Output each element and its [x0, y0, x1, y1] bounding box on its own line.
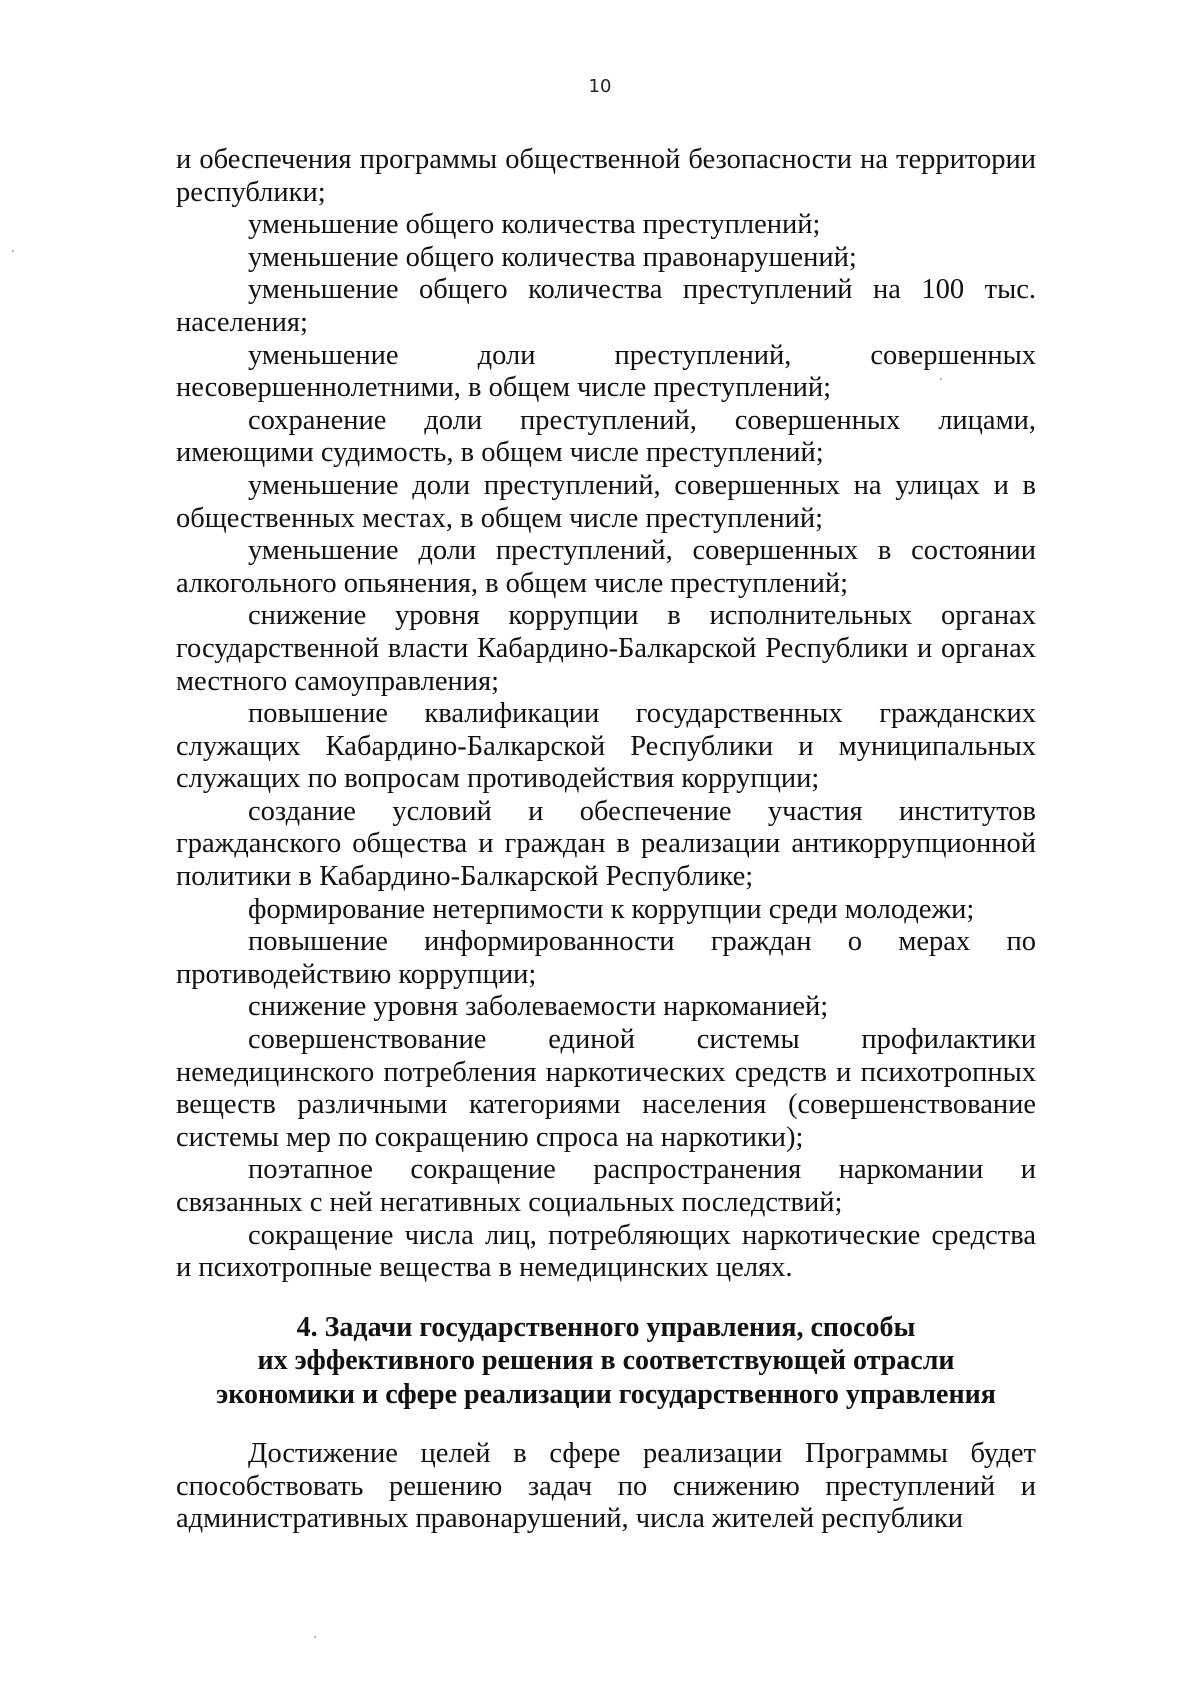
list-item-paragraph: совершенствование единой системы профилактики немедицинского потребления наркотических средств и психотропных веществ различными категориями населения (совершенствование системы мер по сокращению спроса на наркотики);	[176, 1024, 1036, 1153]
list-item-paragraph: уменьшение доли преступлений, совершенных в состоянии алкогольного опьянения, в общем числе преступлений;	[176, 535, 1036, 599]
list-item-paragraph: уменьшение доли преступлений, совершенных несовершеннолетними, в общем числе преступлений;	[176, 339, 1036, 404]
list-item-paragraph: повышение информированности граждан о мерах по противодействию коррупции;	[176, 926, 1036, 990]
list-item-paragraph: уменьшение общего количества преступлений на 100 тыс. населения;	[176, 274, 1036, 338]
scan-artifact	[314, 1636, 316, 1638]
list-item-paragraph: сокращение числа лиц, потребляющих наркотические средства и психотропные вещества в немедицинских целях.	[176, 1219, 1036, 1284]
list-item-paragraph: создание условий и обеспечение участия институтов гражданского общества и граждан в реализации антикоррупционной политики в Кабардино-Балкарской Республике;	[176, 795, 1036, 893]
list-item-paragraph: сохранение доли преступлений, совершенных лицами, имеющими судимость, в общем числе преступлений;	[176, 404, 1036, 469]
page-number: 10	[588, 76, 612, 97]
list-item-paragraph: уменьшение общего количества преступлений;	[248, 209, 821, 241]
list-item-paragraph: снижение уровня заболеваемости наркоманией;	[248, 991, 829, 1023]
section-heading	[176, 1311, 1036, 1412]
scan-artifact	[940, 378, 942, 380]
list-item-paragraph: поэтапное сокращение распространения наркомании и связанных с ней негативных социальных последствий;	[176, 1154, 1036, 1218]
section-heading-line: их эффективного решения в соответствующей отрасли	[257, 1345, 955, 1377]
list-item-paragraph: уменьшение общего количества правонарушений;	[248, 241, 857, 273]
section-paragraph: Достижение целей в сфере реализации Программы будет способствовать решению задач по снижению преступлений и административных правонарушений, числа жителей республики	[176, 1438, 1036, 1535]
paragraph-continuation: и обеспечения программы общественной безопасности на территории республики;	[176, 144, 1036, 208]
section-heading-line: экономики и сфере реализации государственного управления	[216, 1378, 996, 1410]
list-item-paragraph: снижение уровня коррупции в исполнительных органах государственной власти Кабардино-Балкарской Республики и органах местного самоуправления;	[176, 600, 1036, 697]
list-item-paragraph: уменьшение доли преступлений, совершенных на улицах и в общественных местах, в общем числе преступлений;	[176, 469, 1036, 534]
document-body	[176, 144, 1036, 1536]
list-item-paragraph: повышение квалификации государственных гражданских служащих Кабардино-Балкарской Республики и муниципальных служащих по вопросам противодействия коррупции;	[176, 698, 1036, 795]
scan-artifact	[12, 250, 14, 252]
list-item-paragraph: формирование нетерпимости к коррупции среди молодежи;	[248, 893, 975, 925]
section-heading-line: 4. Задачи государственного управления, способы	[296, 1311, 916, 1343]
